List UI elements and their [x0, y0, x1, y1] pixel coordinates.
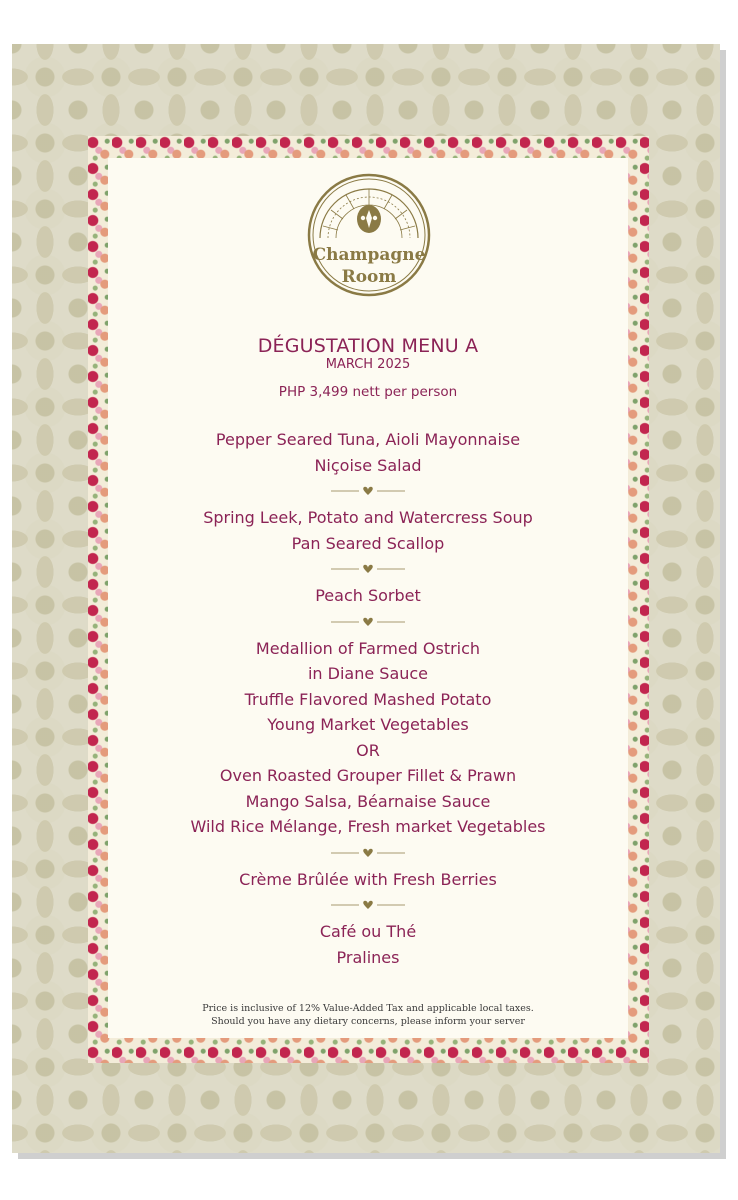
- course-line: OR: [356, 740, 380, 760]
- course-list: [108, 427, 628, 970]
- course-line: Niçoise Salad: [314, 455, 422, 475]
- course-divider-icon: [331, 899, 405, 911]
- course-line: Café ou Thé: [319, 922, 417, 941]
- logo-text-line1: Champagne: [312, 245, 426, 265]
- course-line: Truffle Flavored Mashed Potato: [244, 689, 492, 709]
- course-block: [108, 505, 628, 556]
- logo-fleur-right: [373, 216, 377, 220]
- menu-price: PHP 3,499 nett per person: [278, 384, 458, 400]
- course-divider-icon: [331, 563, 405, 575]
- menu-content: [108, 334, 628, 970]
- course-line: Pan Seared Scallop: [291, 533, 445, 553]
- course-line: Peach Sorbet: [315, 586, 421, 605]
- course-block: [108, 919, 628, 970]
- logo-fleur-left: [361, 216, 365, 220]
- course-divider-icon: [331, 485, 405, 497]
- course-line: Mango Salsa, Béarnaise Sauce: [245, 791, 491, 811]
- course-block: [108, 427, 628, 478]
- menu-title: DÉGUSTATION MENU A: [257, 335, 479, 357]
- logo-text-line2: Room: [341, 267, 397, 287]
- course-line: Oven Roasted Grouper Fillet & Prawn: [219, 766, 517, 785]
- champagne-room-logo: [306, 172, 432, 298]
- course-line: Crème Brûlée with Fresh Berries: [239, 869, 497, 889]
- footnote-dietary: Should you have any dietary concerns, please inform your server: [211, 1016, 525, 1027]
- course-divider-icon: [331, 616, 405, 628]
- course-line: in Diane Sauce: [307, 664, 429, 683]
- footnote-tax: Price is inclusive of 12% Value-Added Tax and applicable local taxes.: [202, 1003, 534, 1014]
- course-block: [108, 636, 628, 840]
- course-line: Wild Rice Mélange, Fresh market Vegetables: [190, 817, 546, 836]
- course-block: [108, 867, 628, 893]
- footnote: [108, 1002, 628, 1028]
- course-line: Medallion of Farmed Ostrich: [255, 638, 481, 658]
- course-divider-icon: [331, 847, 405, 859]
- course-line: Pralines: [336, 947, 400, 967]
- course-line: Young Market Vegetables: [267, 715, 469, 734]
- course-line: Spring Leek, Potato and Watercress Soup: [203, 508, 533, 527]
- menu-month: MARCH 2025: [325, 357, 411, 372]
- course-line: Pepper Seared Tuna, Aioli Mayonnaise: [215, 430, 521, 449]
- course-block: [108, 583, 628, 609]
